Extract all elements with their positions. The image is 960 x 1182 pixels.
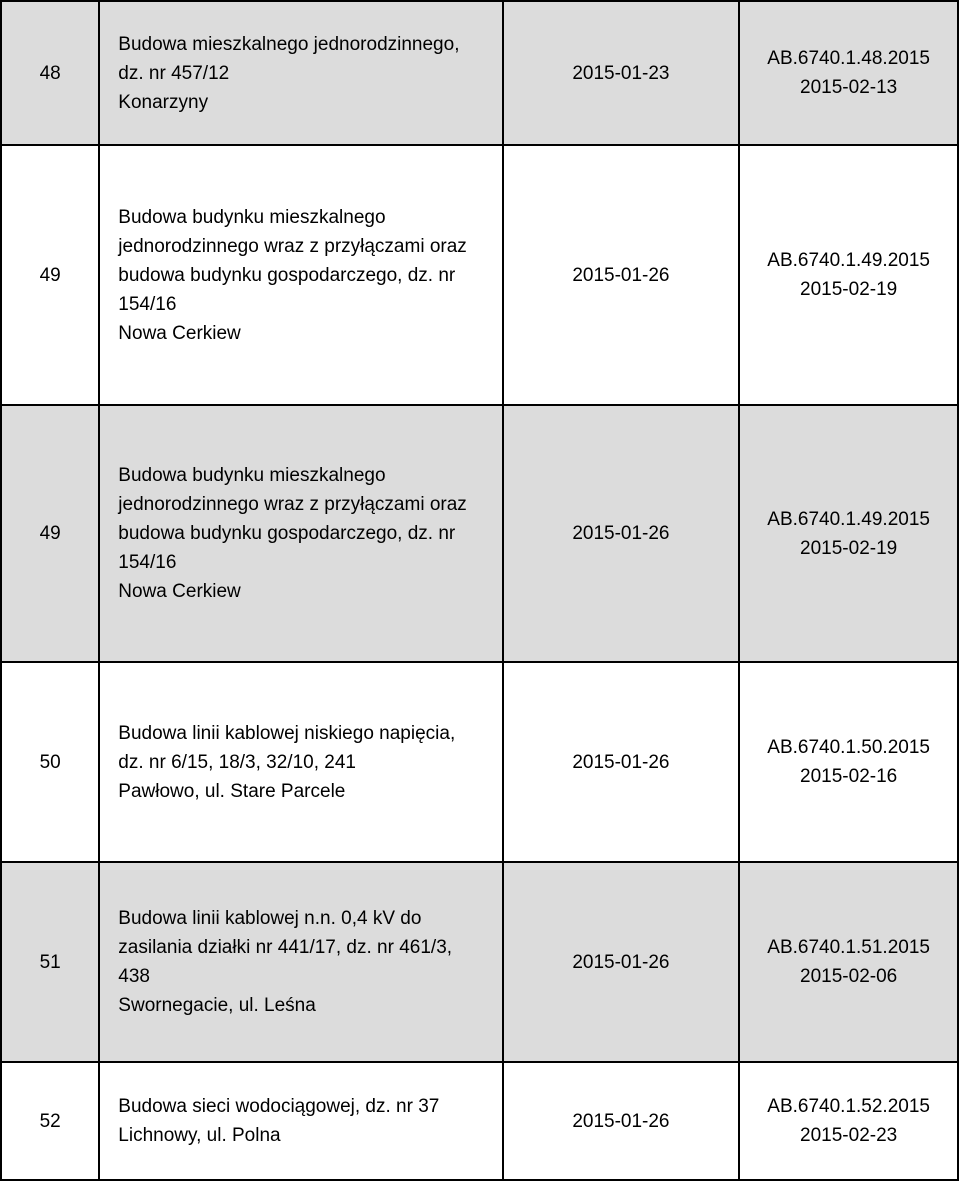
decision-date: 2015-02-19 — [800, 537, 898, 559]
entry-description — [99, 662, 502, 862]
description-line: 438 — [118, 966, 150, 987]
reference-number: AB.6740.1.52.2015 — [767, 1096, 930, 1117]
entry-number: 48 — [1, 1, 99, 145]
entry-number: 52 — [1, 1062, 99, 1180]
entry-description — [99, 1062, 502, 1180]
entry-description — [99, 1, 502, 145]
submitted-date: 2015-01-23 — [503, 1, 740, 145]
description-line: Nowa Cerkiew — [118, 322, 241, 344]
description-line: Budowa mieszkalnego jednorodzinnego, — [118, 33, 460, 55]
description-line: Budowa linii kablowej n.n. 0,4 kV do — [118, 908, 422, 929]
description-line: 154/16 — [118, 293, 177, 315]
description-line: budowa budynku gospodarczego, dz. nr — [118, 523, 456, 544]
decision-date: 2015-02-16 — [800, 766, 898, 787]
description-line: Budowa budynku mieszkalnego — [118, 206, 386, 228]
case-reference — [739, 1, 958, 145]
description-line: jednorodzinnego wraz z przyłączami oraz — [118, 235, 467, 257]
entry-description — [99, 405, 502, 662]
table-row — [1, 862, 958, 1062]
description-line: Budowa linii kablowej niskiego napięcia, — [118, 722, 456, 744]
entry-number: 49 — [1, 405, 99, 662]
reference-number: AB.6740.1.51.2015 — [767, 937, 930, 958]
description-line: zasilania działki nr 441/17, dz. nr 461/3, — [118, 937, 453, 958]
decision-date: 2015-02-13 — [800, 77, 898, 98]
description-line: dz. nr 457/12 — [118, 62, 230, 84]
description-line: budowa budynku gospodarczego, dz. nr — [118, 264, 456, 286]
decision-date: 2015-02-19 — [800, 279, 898, 300]
description-line: Budowa sieci wodociągowej, dz. nr 37 — [118, 1096, 440, 1117]
description-line: 154/16 — [118, 552, 177, 573]
description-line: Swornegacie, ul. Leśna — [118, 995, 316, 1016]
submitted-date: 2015-01-26 — [503, 862, 740, 1062]
table-row — [1, 1, 958, 145]
case-reference — [739, 662, 958, 862]
description-line: Pawłowo, ul. Stare Parcele — [118, 780, 346, 802]
submitted-date: 2015-01-26 — [503, 145, 740, 405]
reference-number: AB.6740.1.49.2015 — [767, 250, 930, 271]
entry-number: 50 — [1, 662, 99, 862]
entry-description — [99, 862, 502, 1062]
case-reference — [739, 145, 958, 405]
case-reference — [739, 862, 958, 1062]
reference-number: AB.6740.1.50.2015 — [767, 737, 930, 758]
decision-date: 2015-02-23 — [800, 1125, 898, 1146]
submitted-date: 2015-01-26 — [503, 1062, 740, 1180]
description-line: dz. nr 6/15, 18/3, 32/10, 241 — [118, 751, 356, 773]
table-row — [1, 405, 958, 662]
submitted-date: 2015-01-26 — [503, 662, 740, 862]
entry-number: 51 — [1, 862, 99, 1062]
description-line: Lichnowy, ul. Polna — [118, 1125, 281, 1146]
description-line: Budowa budynku mieszkalnego — [118, 465, 386, 486]
table-row — [1, 145, 958, 405]
reference-number: AB.6740.1.48.2015 — [767, 48, 930, 69]
table-row — [1, 1062, 958, 1180]
decision-date: 2015-02-06 — [800, 966, 898, 987]
description-line: Konarzyny — [118, 91, 209, 113]
case-reference — [739, 1062, 958, 1180]
entry-description — [99, 145, 502, 405]
table-row — [1, 662, 958, 862]
reference-number: AB.6740.1.49.2015 — [767, 508, 930, 530]
registry-body — [1, 1, 958, 1180]
entry-number: 49 — [1, 145, 99, 405]
submitted-date: 2015-01-26 — [503, 405, 740, 662]
description-line: jednorodzinnego wraz z przyłączami oraz — [118, 494, 467, 515]
description-line: Nowa Cerkiew — [118, 581, 241, 602]
case-reference — [739, 405, 958, 662]
